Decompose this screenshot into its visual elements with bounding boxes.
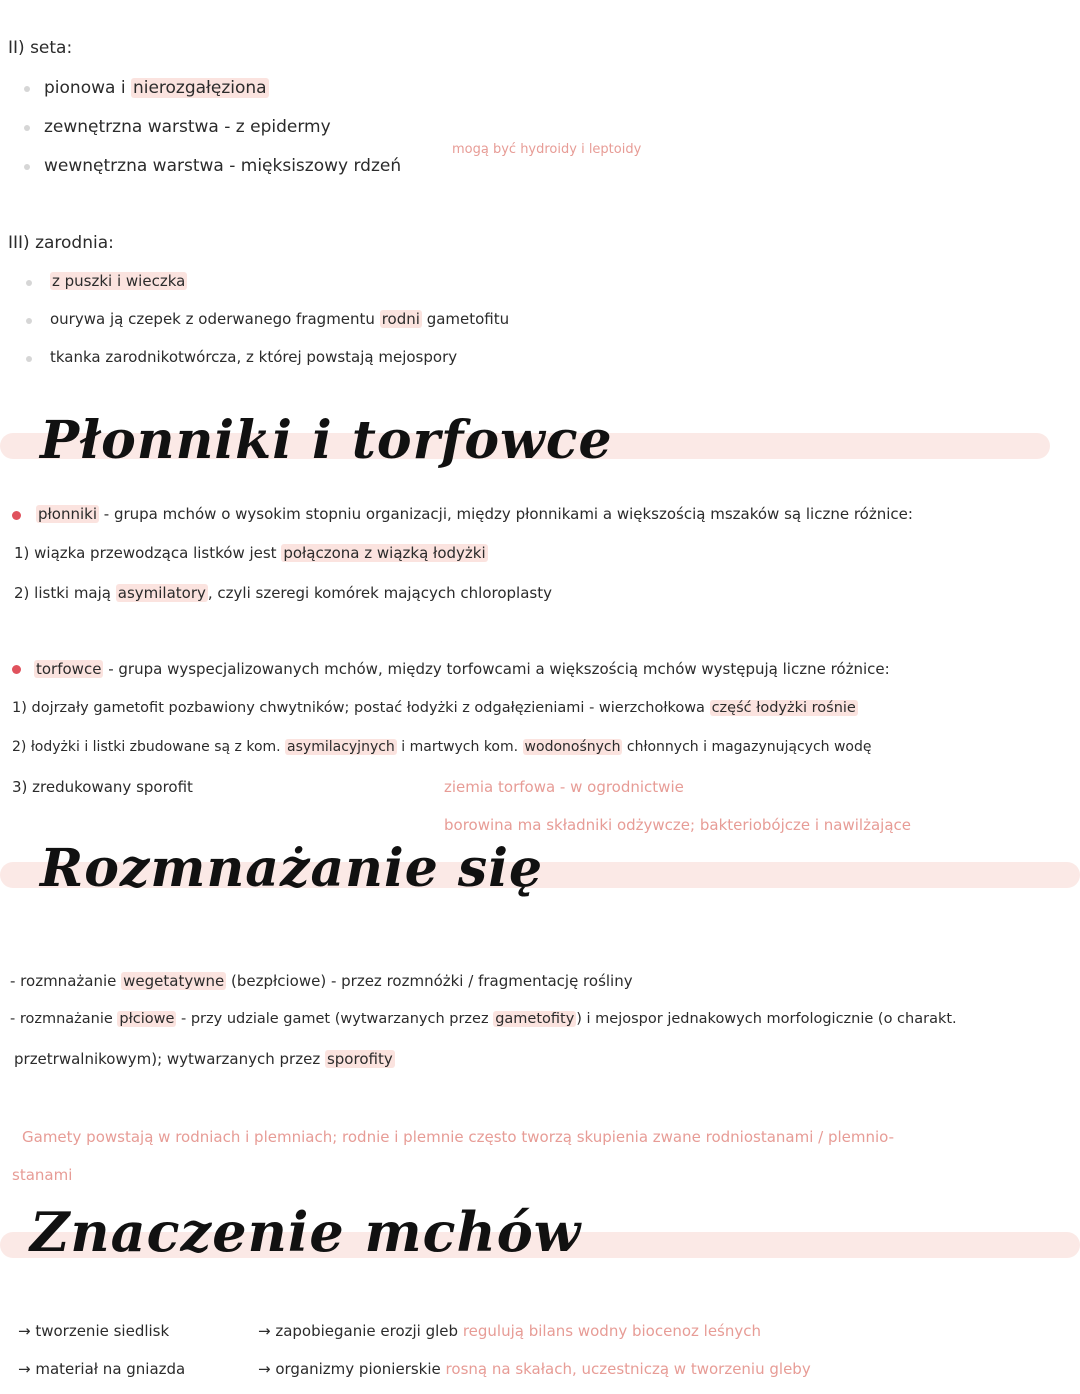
pronniki-list-2-highlight: asymilatory (117, 584, 206, 602)
rozmnazanie-line-2 (10, 1011, 957, 1027)
rozmnazanie-line-1-text: - rozmnażanie (10, 972, 122, 990)
zarodnia-heading: III) zarodnia: (8, 233, 114, 253)
bullet-dot (12, 511, 21, 520)
zarodnia-item-3: tkanka zarodnikotwórcza, z której powstają mejospory (50, 348, 458, 366)
znaczenie-item-4-note: rosną na skałach, uczestniczą w tworzeniu gleby (440, 1360, 811, 1378)
gamety-note-cont: stanami (12, 1166, 73, 1184)
pronniki-definition-text: - grupa mchów o wysokim stopniu organizacji, między płonnikami a większością mszaków są liczne różnice: (99, 505, 913, 523)
torfowce-list-2-text: 2) łodyżki i listki zbudowane są z kom. (12, 739, 286, 755)
torf-note-1: ziemia torfowa - w ogrodnictwie (444, 778, 684, 796)
rozmnazanie-line-3-text: przetrwalnikowym); wytwarzanych przez (14, 1050, 325, 1068)
section-title-znaczenie: Znaczenie mchów (30, 1200, 582, 1264)
pronniki-list-2 (14, 584, 552, 602)
zarodnia-item-1-highlight: z puszki i wieczka (52, 272, 186, 290)
bullet-dot (12, 665, 21, 674)
znaczenie-item-3-note: regulują bilans wodny biocenoz leśnych (458, 1322, 761, 1340)
zarodnia-item-2 (50, 310, 509, 328)
pronniki-list-2-text: 2) listki mają (14, 584, 116, 602)
torfowce-definition-text: - grupa wyspecjalizowanych mchów, między torfowcami a większością mchów występują liczne różnice: (103, 660, 890, 678)
rozmnazanie-line-2-tail: ) i mejospor jednakowych morfologicznie (o charakt. (576, 1011, 957, 1027)
pronniki-list-1-highlight: połączona z wiązką łodyżki (283, 544, 486, 562)
seta-heading: II) seta: (8, 38, 73, 58)
torfowce-term: torfowce (36, 660, 102, 678)
pronniki-list-2-tail: , czyli szeregi komórek mających chloroplasty (207, 584, 552, 602)
seta-item-1 (44, 78, 269, 98)
zarodnia-item-2-tail: gametofitu (421, 310, 510, 328)
rozmnazanie-line-2-highlight-a: płciowe (119, 1011, 175, 1027)
seta-item-3: wewnętrzna warstwa - mięksiszowy rdzeń (44, 156, 402, 176)
torfowce-list-1-text: 1) dojrzały gametofit pozbawiony chwytników; postać łodyżki z odgałęzieniami - wierzchołkowa (12, 700, 710, 716)
bullet-dot (26, 280, 32, 286)
rozmnazanie-line-1-highlight: wegetatywne (123, 972, 225, 990)
seta-item-1-highlight: nierozgałęziona (132, 78, 267, 98)
gamety-note: Gamety powstają w rodniach i plemniach; rodnie i plemnie często tworzą skupienia zwane rodniostanami / plemnio- (22, 1128, 895, 1146)
rozmnazanie-line-1-tail: (bezpłciowe) - przez rozmnóżki / fragmentację rośliny (226, 972, 633, 990)
zarodnia-item-2-highlight: rodni (381, 310, 420, 328)
bullet-dot (24, 125, 30, 131)
rozmnazanie-line-2-text: - rozmnażanie (10, 1011, 118, 1027)
section-title-pronniki: Płonniki i torfowce (40, 410, 613, 471)
rozmnazanie-line-2-middle: - przy udziale gamet (wytwarzanych przez (176, 1011, 494, 1027)
rozmnazanie-line-1 (10, 972, 633, 990)
pronniki-list-1 (14, 544, 488, 562)
seta-item-1-text: pionowa i (44, 78, 131, 98)
torfowce-list-2-tail: chłonnych i magazynujących wodę (622, 739, 872, 755)
pronniki-definition (36, 505, 913, 523)
section-title-rozmnazanie: Rozmnażanie się (40, 838, 544, 899)
bullet-dot (24, 86, 30, 92)
bullet-dot (26, 356, 32, 362)
torfowce-list-2-highlight-b: wodonośnych (524, 739, 621, 755)
seta-item-2: zewnętrzna warstwa - z epidermy (44, 117, 331, 137)
rozmnazanie-line-2-highlight-b: gametofity (495, 1011, 575, 1027)
zarodnia-item-1 (50, 272, 187, 290)
bullet-dot (24, 164, 30, 170)
torfowce-list-2 (12, 739, 872, 755)
torfowce-list-2-middle: i martwych kom. (396, 739, 523, 755)
torfowce-list-1-highlight: część łodyżki rośnie (711, 700, 856, 716)
znaczenie-item-1: → tworzenie siedlisk (18, 1322, 170, 1340)
znaczenie-item-4-text: → organizmy pionierskie (258, 1360, 441, 1378)
pronniki-list-1-text: 1) wiązka przewodząca listków jest (14, 544, 282, 562)
znaczenie-item-2: → materiał na gniazda (18, 1360, 186, 1378)
bullet-dot (26, 318, 32, 324)
rozmnazanie-line-3 (14, 1050, 395, 1068)
zarodnia-item-2-text: ourywa ją czepek z oderwanego fragmentu (50, 310, 380, 328)
seta-item-3-note: mogą być hydroidy i leptoidy (452, 142, 642, 157)
znaczenie-item-3 (258, 1322, 761, 1340)
znaczenie-item-3-text: → zapobieganie erozji gleb (258, 1322, 459, 1340)
torfowce-list-2-highlight-a: asymilacyjnych (287, 739, 395, 755)
torfowce-list-1 (12, 700, 858, 716)
torfowce-definition (34, 660, 890, 678)
rozmnazanie-line-3-highlight: sporofity (326, 1050, 393, 1068)
znaczenie-item-4 (258, 1360, 811, 1378)
torfowce-list-3: 3) zredukowany sporofit (12, 778, 193, 796)
torf-note-2: borowina ma składniki odżywcze; bakteriobójcze i nawilżające (444, 816, 911, 834)
pronniki-term: płonniki (38, 505, 97, 523)
